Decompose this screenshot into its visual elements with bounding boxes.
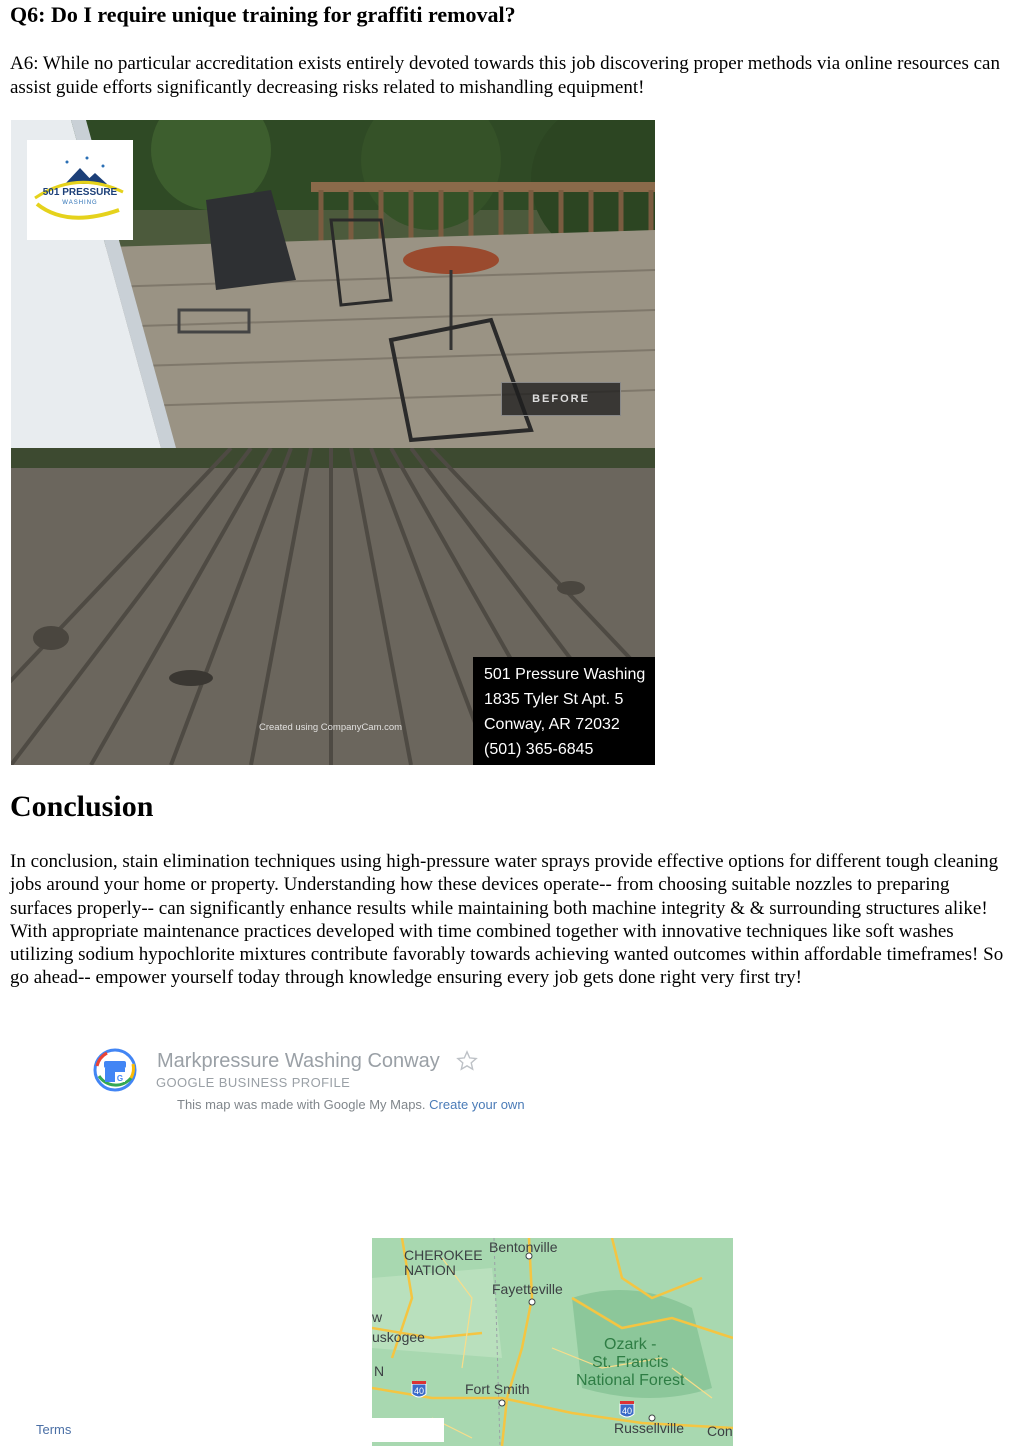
map-label-fort-smith: Fort Smith: [465, 1381, 530, 1397]
before-label: BEFORE: [501, 382, 621, 416]
map-label-i40-west: 40: [414, 1386, 425, 1396]
map-note: [177, 1097, 525, 1112]
map-title[interactable]: Markpressure Washing Conway: [157, 1050, 440, 1072]
logo-text: 501 PRESSURE: [42, 187, 118, 198]
created-using-watermark: Created using CompanyCam.com: [259, 722, 403, 733]
contact-city: Conway, AR 72032: [484, 716, 620, 733]
conclusion-heading: Conclusion: [10, 790, 154, 823]
map-label-w: w: [372, 1309, 383, 1325]
google-business-avatar[interactable]: [93, 1048, 137, 1092]
contact-phone: (501) 365-6845: [484, 741, 594, 758]
svg-text:G: G: [116, 1074, 124, 1083]
company-logo: [27, 140, 133, 240]
map-label-russellville: Russellville: [614, 1420, 685, 1436]
contact-overlay: [473, 657, 655, 765]
create-your-own-link[interactable]: Create your own: [429, 1097, 525, 1112]
faq-question: Q6: Do I require unique training for graffiti removal?: [10, 2, 516, 27]
map-label-i40-east: 40: [622, 1406, 633, 1416]
map-subtitle: GOOGLE BUSINESS PROFILE: [156, 1075, 351, 1090]
map-overlay-blank: [372, 1418, 444, 1442]
contact-street: 1835 Tyler St Apt. 5: [484, 691, 624, 708]
map-label-cherokee: CHEROKEE NATION: [404, 1247, 483, 1278]
map-label-bentonville: Bentonville: [489, 1239, 558, 1255]
faq-answer: A6: While no particular accreditation exists entirely devoted towards this job discovering proper methods via online resources can assist guide efforts significantly decreasing risks related to mishandling equipment!: [10, 53, 1000, 98]
contact-name: 501 Pressure Washing: [484, 666, 646, 683]
map-label-fayetteville: Fayetteville: [492, 1281, 563, 1297]
star-icon[interactable]: [456, 1050, 478, 1072]
google-business-store-icon: [93, 1048, 137, 1092]
map-label-conway: Con: [707, 1423, 733, 1439]
terms-link[interactable]: Terms: [36, 1422, 72, 1437]
map-label-n: N: [374, 1363, 385, 1379]
deck-before-after-photo: [11, 120, 655, 765]
map-view[interactable]: [372, 1238, 733, 1446]
map-note-text: This map was made with Google My Maps.: [177, 1097, 426, 1112]
conclusion-text: In conclusion, stain elimination techniques using high-pressure water sprays provide effective options for different tough cleaning jobs around your home or property. Understanding how these devices operate-- from choosing suitable nozzles to preparing surfaces properly-- can significantly enhance results while maintaining both machine integrity & & surrounding structures alike! With appropriate maintenance practices developed with time combined together with innovative techniques like soft washes utilizing sodium hypochlorite mixtures contribute favorably towards achieving wanted outcomes within affordable timeframes! So go ahead-- empower yourself today through knowledge ensuring every job gets done right very first try!: [10, 851, 1004, 989]
map-label-muskogee: uskogee: [372, 1329, 425, 1345]
logo-subtext: WASHING: [62, 200, 98, 206]
map-label-forest: Ozark - St. Francis National Forest: [576, 1336, 685, 1389]
